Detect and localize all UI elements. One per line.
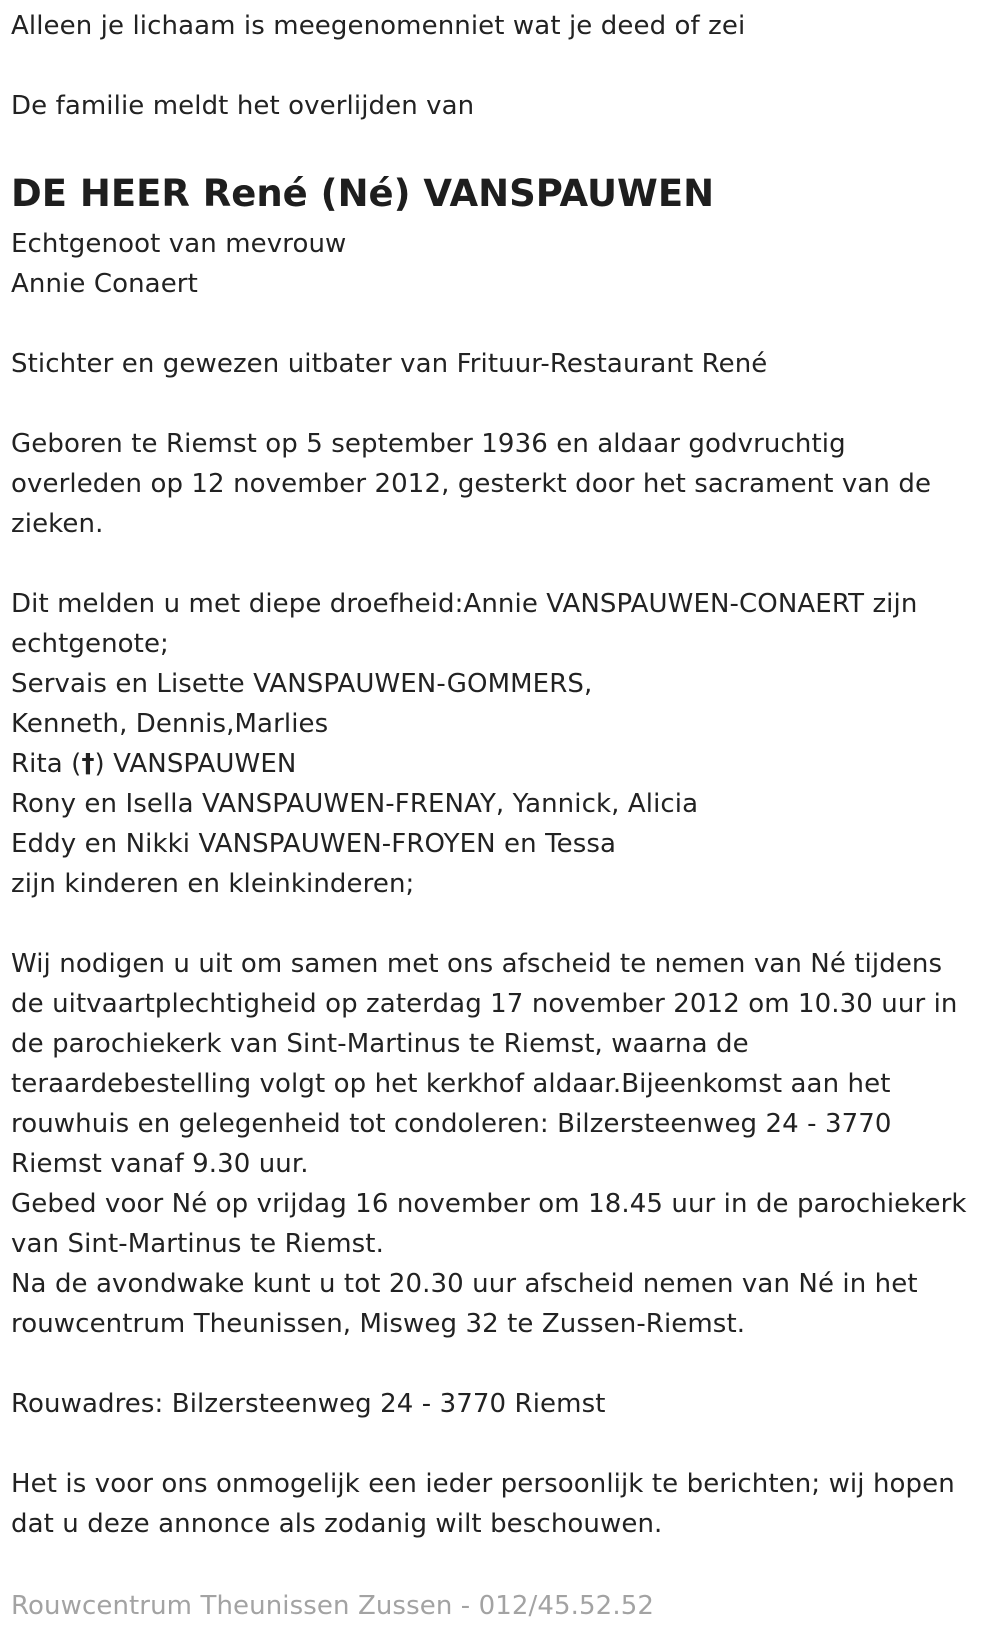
family-line-rita: [11, 744, 986, 784]
invitation-line: de parochiekerk van Sint-Martinus te Riemst, waarna de: [11, 1029, 749, 1059]
invitation-line: teraardebestelling volgt op het kerkhof aldaar.Bijeenkomst aan het: [11, 1069, 891, 1099]
funeral-home-footer: Rouwcentrum Theunissen Zussen - 012/45.52.52: [11, 1591, 654, 1621]
motto-text: Alleen je lichaam is meegenomenniet wat je deed of zei: [11, 11, 746, 41]
rita-prefix: Rita (: [11, 749, 82, 779]
invitation-line: Na de avondwake kunt u tot 20.30 uur afscheid nemen van Né in het: [11, 1269, 918, 1299]
invitation-line: van Sint-Martinus te Riemst.: [11, 1229, 384, 1259]
family-paragraph: [11, 584, 986, 904]
spouse-name: Annie Conaert: [11, 269, 198, 299]
invitation-line: Wij nodigen u uit om samen met ons afscheid te nemen van Né tijdens: [11, 949, 943, 979]
obituary-notice: [11, 0, 986, 1626]
family-line: zijn kinderen en kleinkinderen;: [11, 869, 415, 899]
closing-paragraph: [11, 1464, 986, 1544]
family-line: Kenneth, Dennis,Marlies: [11, 709, 329, 739]
family-line: echtgenote;: [11, 629, 169, 659]
birth-death-line: zieken.: [11, 509, 104, 539]
closing-line: dat u deze annonce als zodanig wilt beschouwen.: [11, 1509, 663, 1539]
closing-line: Het is voor ons onmogelijk een ieder persoonlijk te berichten; wij hopen: [11, 1469, 955, 1499]
invitation-line: Gebed voor Né op vrijdag 16 november om 18.45 uur in de parochiekerk: [11, 1189, 967, 1219]
mourning-address: Rouwadres: Bilzersteenweg 24 - 3770 Riemst: [11, 1389, 606, 1419]
family-line: Eddy en Nikki VANSPAUWEN-FROYEN en Tessa: [11, 829, 617, 859]
cross-icon: †: [81, 749, 95, 779]
announcement-text: De familie meldt het overlijden van: [11, 91, 475, 121]
deceased-name: DE HEER René (Né) VANSPAUWEN: [11, 172, 715, 215]
birth-death-line: overleden op 12 november 2012, gesterkt door het sacrament van de: [11, 469, 932, 499]
family-line: Servais en Lisette VANSPAUWEN-GOMMERS,: [11, 669, 593, 699]
spouse-intro: Echtgenoot van mevrouw: [11, 229, 347, 259]
invitation-line: rouwhuis en gelegenheid tot condoleren: Bilzersteenweg 24 - 3770: [11, 1109, 892, 1139]
rita-suffix: ) VANSPAUWEN: [94, 749, 297, 779]
invitation-line: rouwcentrum Theunissen, Misweg 32 te Zussen-Riemst.: [11, 1309, 746, 1339]
birth-death-paragraph: [11, 424, 986, 544]
invitation-paragraph: [11, 944, 986, 1344]
invitation-line: de uitvaartplechtigheid op zaterdag 17 november 2012 om 10.30 uur in: [11, 989, 958, 1019]
family-line: Rony en Isella VANSPAUWEN-FRENAY, Yannick, Alicia: [11, 789, 699, 819]
family-line: Dit melden u met diepe droefheid:Annie VANSPAUWEN-CONAERT zijn: [11, 589, 918, 619]
profession-text: Stichter en gewezen uitbater van Frituur-Restaurant René: [11, 349, 768, 379]
invitation-line: Riemst vanaf 9.30 uur.: [11, 1149, 309, 1179]
birth-death-line: Geboren te Riemst op 5 september 1936 en aldaar godvruchtig: [11, 429, 846, 459]
